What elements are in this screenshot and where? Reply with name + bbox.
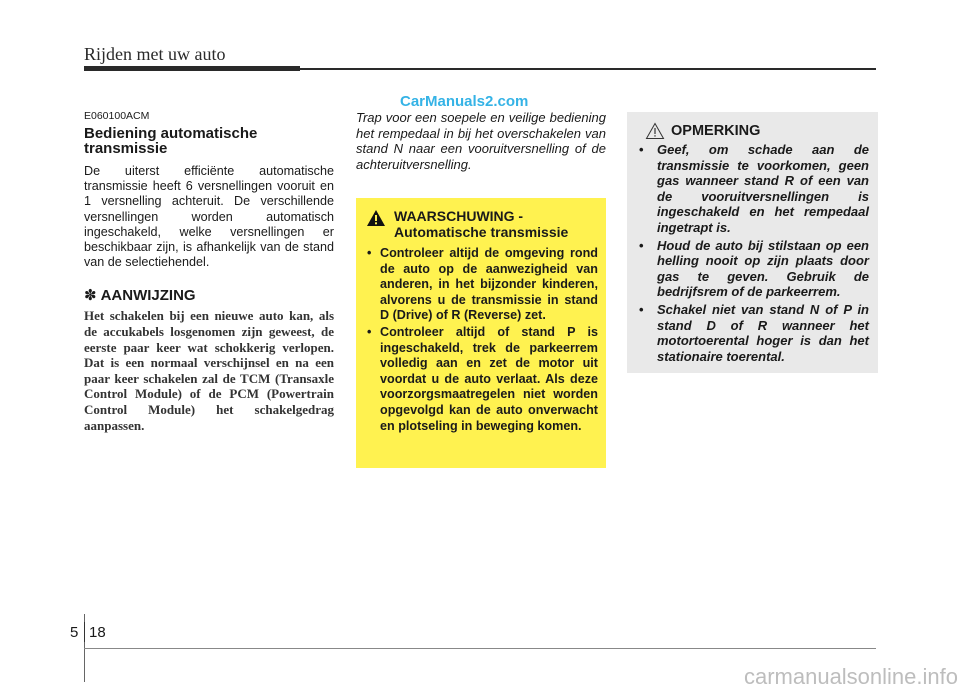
opmerking-item: • Geef, om schade aan de transmissie te voorkomen, geen gas wanneer stand R of een van de vooruitversnellingen is ingeschakeld en het rempedaal ingetrapt is. [637, 142, 869, 236]
opmerking-title: OPMERKING [671, 123, 761, 139]
header-rule-thin [300, 68, 876, 70]
footer-separator [84, 622, 85, 642]
opmerking-list [637, 142, 869, 364]
warning-heading [366, 208, 598, 240]
note-title: AANWIJZING [100, 286, 196, 304]
shift-instruction: Trap voor een soepele en veilige bediening het rempedaal in bij het overschakelen van stand N naar een vooruitversnelling of de achteruitversnelling. [356, 110, 606, 172]
carmanuals-watermark: CarManuals2.com [400, 93, 529, 110]
section-code: E060100ACM [84, 110, 150, 122]
section-body: De uiterst efficiënte automatische transmissie heeft 6 versnellingen vooruit en 1 versnelling achteruit. De verschillende versnellingen worden automatisch ingeschakeld, welke versnellingen er beschikbaar zijn, is afhankelijk van de stand van de selectiehendel. [84, 164, 334, 270]
middle-column [356, 110, 606, 172]
header-rule-thick [84, 66, 300, 71]
page-number: 18 [89, 624, 106, 641]
warning-box [356, 198, 606, 468]
opmerking-box [627, 112, 878, 373]
caution-triangle-icon [645, 122, 665, 140]
warning-title-line1: WAARSCHUWING - [394, 208, 524, 224]
note-text: Het schakelen bij een nieuwe auto kan, als de accukabels losgenomen zijn geweest, de eerste paar keer wat schokkerig verlopen. Dat is een normaal verschijnsel en na een paar keer schakelen zal de TCM (Transaxle Control Module) of de PCM (Powertrain Control Module) het schakelgedrag aanpassen. [84, 308, 334, 433]
site-watermark: carmanualsonline.info [743, 664, 958, 689]
asterisk-icon: ✽ [84, 287, 97, 305]
warning-list [366, 246, 598, 434]
opmerking-item: • Houd de auto bij stilstaan op een helling nooit op zijn plaats door gas te geven. Gebruik de bedrijfsrem of de parkeerrem. [637, 238, 869, 300]
section-title: Bediening automatische transmissie [84, 125, 258, 157]
footer-rule [84, 648, 876, 649]
opmerking-heading [645, 122, 869, 140]
left-column [84, 110, 334, 433]
warning-item: • Controleer altijd de omgeving rond de auto op de aanwezigheid van anderen, in het bijzonder kinderen, alvorens u de transmissie in stand D (Drive) of R (Reverse) zet. [366, 246, 598, 324]
note-heading [84, 286, 334, 304]
warning-title-line2: Automatische transmissie [394, 224, 569, 240]
warning-item: • Controleer altijd of stand P is ingeschakeld, trek de parkeerrem volledig aan en zet de motor uit voordat u de auto verlaat. Als deze voorzorgsmaatregelen niet worden opgevolgd kan de auto onverwacht en plotseling in beweging komen. [366, 325, 598, 434]
warning-triangle-icon [366, 209, 386, 227]
opmerking-item: • Schakel niet van stand N of P in stand D of R wanneer het motortoerental hoger is dan het stationaire toerental. [637, 302, 869, 364]
chapter-number: 5 [70, 624, 79, 641]
running-header: Rijden met uw auto [84, 44, 226, 64]
